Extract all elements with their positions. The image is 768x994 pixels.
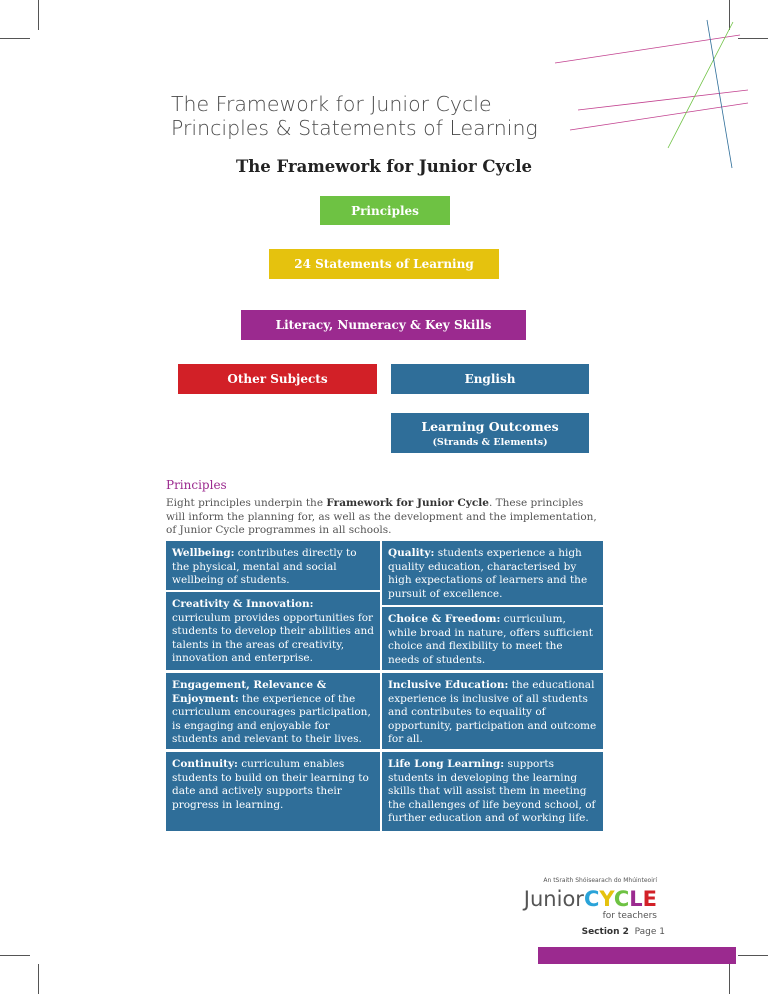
principle-term: Engagement, Relevance & Enjoyment: [172, 679, 327, 705]
grid-divider [166, 670, 603, 673]
grid-divider [380, 541, 382, 831]
framework-heading: The Framework for Junior Cycle [236, 157, 532, 176]
principle-cell [166, 592, 381, 670]
logo-cycle-letter: L [629, 887, 643, 911]
page-number [582, 927, 665, 937]
principle-cell [382, 607, 603, 671]
principle-cell [166, 752, 381, 816]
principle-cell [166, 541, 381, 592]
logo-cycle-letter: C [613, 887, 630, 911]
learning-outcomes-block [391, 413, 589, 453]
principle-text: students experience a high quality education, characterised by high expectations of learners and the pursuit of excellence. [388, 547, 588, 600]
logo-tagline: An tSraith Shóisearach do Mhúinteoirí [543, 877, 657, 884]
logo-wordmark [524, 888, 657, 910]
literacy-block: Literacy, Numeracy & Key Skills [241, 310, 526, 340]
principle-term: Creativity & Innovation: [172, 598, 314, 610]
other-subjects-block: Other Subjects [178, 364, 377, 394]
principle-term: Quality: [388, 547, 435, 559]
principles-block: Principles [320, 196, 450, 225]
learning-outcomes-label: Learning Outcomes [421, 418, 559, 434]
principle-term: Life Long Learning: [388, 758, 505, 770]
principle-term: Wellbeing: [172, 547, 235, 559]
principle-text: contributes directly to the physical, mental and social wellbeing of students. [172, 547, 357, 586]
junior-cycle-logo [524, 877, 657, 921]
logo-for-teachers: for teachers [602, 911, 657, 921]
page-label: Page 1 [634, 927, 665, 937]
principles-intro [166, 497, 601, 538]
principle-term: Continuity: [172, 758, 238, 770]
principle-term: Choice & Freedom: [388, 613, 501, 625]
page-title-line1: The Framework for Junior Cycle [171, 92, 492, 116]
logo-cycle [584, 887, 657, 911]
logo-cycle-letter: C [583, 887, 600, 911]
logo-cycle-letter: E [642, 887, 657, 911]
principle-cell [166, 673, 381, 751]
grid-divider [166, 749, 603, 752]
principle-text: the educational experience is inclusive of all students and contributes to equality of opportunity, participation and outcome for all. [388, 679, 597, 745]
grid-divider [382, 605, 603, 607]
principle-text: curriculum provides opportunities for students to develop their abilities and talents in the areas of creativity, innovation and enterprise. [172, 611, 374, 664]
page-title [171, 92, 571, 140]
intro-pre: Eight principles underpin the [166, 497, 327, 509]
logo-cycle-letter: Y [599, 887, 614, 911]
principle-term: Inclusive Education: [388, 679, 509, 691]
strands-label: (Strands & Elements) [432, 436, 548, 448]
english-block: English [391, 364, 589, 394]
statements-block: 24 Statements of Learning [269, 249, 499, 279]
principle-text: curriculum enables students to build on their learning to date and actively supports their progress in learning. [172, 758, 369, 811]
principles-heading: Principles [166, 478, 227, 492]
section-label: Section 2 [581, 927, 629, 937]
principle-cell [382, 752, 603, 830]
footer-bar [538, 947, 736, 964]
principle-cell [382, 541, 603, 605]
principle-text: curriculum, while broad in nature, offers sufficient choice and flexibility to meet the needs of students. [388, 613, 593, 666]
principle-text: supports students in developing the learning skills that will assist them in meeting the challenges of life beyond school, of further education and of working life. [388, 758, 596, 824]
principle-text: the experience of the curriculum encourages participation, is engaging and enjoyable for students and relevant to their lives. [172, 692, 371, 745]
logo-junior: Junior [523, 887, 584, 911]
principle-cell [382, 673, 603, 751]
intro-post: . These principles will inform the planning for, as well as the development and the implementation, of Junior Cycle programmes in all schools. [166, 497, 597, 536]
intro-bold: Framework for Junior Cycle [326, 497, 489, 509]
grid-divider [166, 590, 380, 592]
page-title-line2: Principles & Statements of Learning [171, 116, 538, 140]
